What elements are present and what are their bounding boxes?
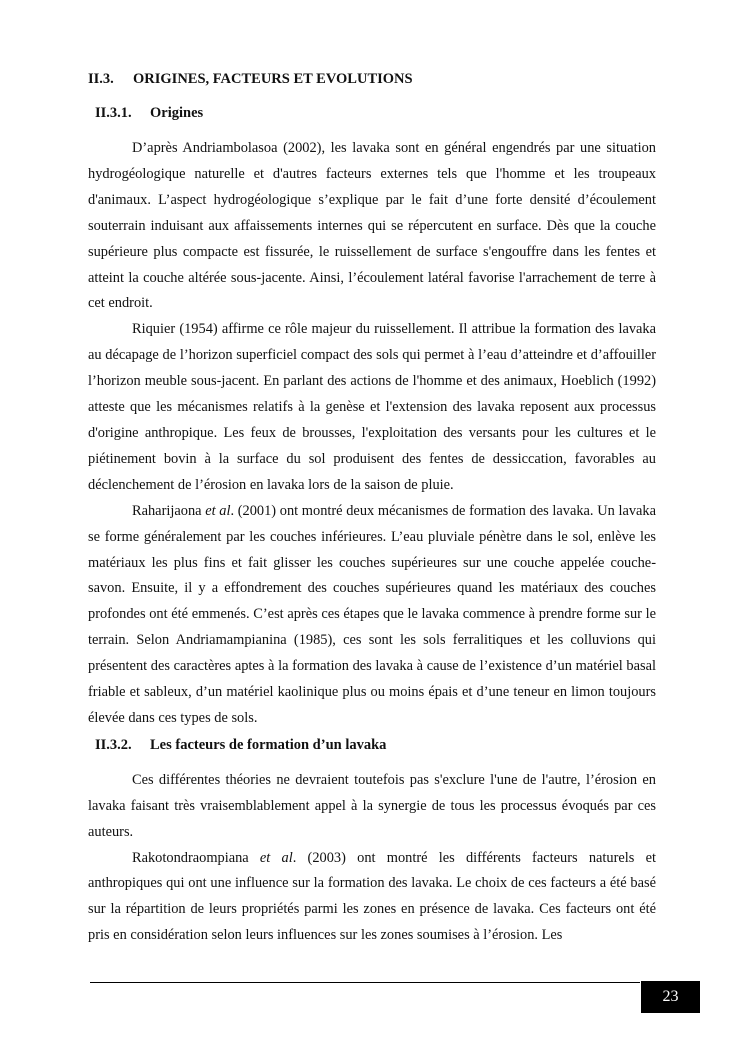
footer-divider <box>90 982 640 983</box>
paragraph-5-author: Rakotondraompiana <box>132 849 260 866</box>
section-number: II.3. <box>88 71 114 87</box>
paragraph-5-etal: et al <box>259 849 293 866</box>
page-body <box>88 66 656 949</box>
page-number: 23 <box>641 981 700 1013</box>
subsection-number: II.3.1. <box>95 105 132 121</box>
paragraph-4: Ces différentes théories ne devraient toutefois pas s'exclure l'une de l'autre, l’érosion en lavaka faisant très vraisemblablement appel à la synergie de tous les processus évoqués par ces auteurs. <box>88 771 656 840</box>
subsection-heading-origines <box>88 100 656 126</box>
subsection-heading-facteurs <box>88 732 656 758</box>
paragraph-1: D’après Andriambolasoa (2002), les lavaka sont en général engendrés par une situation hydrogéologique naturelle et d'autres facteurs externes tels que l'homme et les troupeaux d'animaux. L’aspect hydrogéologique s’explique par le fait d’une forte densité d’écoulement souterrain induisant aux affaissements internes qui se répercutent en surface. Dès que la couche supérieure plus compacte est fissurée, le ruissellement de surface s'engouffre dans les fentes et atteint la couche altérée sous-jacente. Ainsi, l’écoulement latéral favorise l'arrachement de terre à cet endroit. <box>88 140 656 312</box>
subsection-number: II.3.2. <box>95 736 132 753</box>
paragraph-5-text: . (2003) ont montré les différents facteurs naturels et anthropiques qui ont une influence sur la formation des lavaka. Le choix de ces facteurs a été basé sur la répartition de leurs propriétés parmi les zones en présence de lavaka. Ces facteurs ont été pris en considération selon leurs influences sur les zones soumises à l’érosion. Les <box>88 849 656 944</box>
section-title: ORIGINES, FACTEURS ET EVOLUTIONS <box>133 71 413 87</box>
paragraph-3-author: Raharijaona <box>132 502 206 519</box>
paragraph-3 <box>88 499 656 732</box>
paragraph-5 <box>88 846 656 950</box>
section-heading <box>88 66 656 92</box>
subsection-title: Origines <box>150 105 204 121</box>
paragraph-2: Riquier (1954) affirme ce rôle majeur du ruissellement. Il attribue la formation des lavaka au décapage de l’horizon superficiel compact des sols qui permet à l’eau d’atteindre et d’affouiller l’horizon meuble sous-jacent. En parlant des actions de l'homme et des animaux, Hoeblich (1992) atteste que les mécanismes relatifs à la genèse et l'extension des lavaka reposent aux processus d'origine anthropique. Les feux de brousses, l'exploitation des versants pour les cultures et le piétinement bovin à la surface du sol produisent des fentes de dessiccation, favorables au déclenchement de l’érosion en lavaka lors de la saison de pluie. <box>88 321 656 493</box>
subsection-title: Les facteurs de formation d’un lavaka <box>150 736 387 753</box>
paragraph-3-etal: et al <box>205 502 231 519</box>
paragraph-3-text: . (2001) ont montré deux mécanismes de formation des lavaka. Un lavaka se forme généralement par les couches inférieures. L’eau pluviale pénètre dans le sol, enlève les matériaux les plus fins et fait glisser les couches supérieures sur une couche appelée couche-savon. Ensuite, il y a effondrement des couches supérieures quand les matériaux des couches profondes ont été emmenés. C’est après ces étapes que le lavaka commence à prendre forme sur le terrain. Selon Andriamampianina (1985), ces sont les sols ferralitiques et les colluvions qui présentent des caractères aptes à la formation des lavaka à cause de l’existence d’un matériel basal friable et sableux, d’un matériel kaolinique plus ou moins épais et d’une teneur en limon toujours élevée dans ces types de sols. <box>88 502 656 726</box>
